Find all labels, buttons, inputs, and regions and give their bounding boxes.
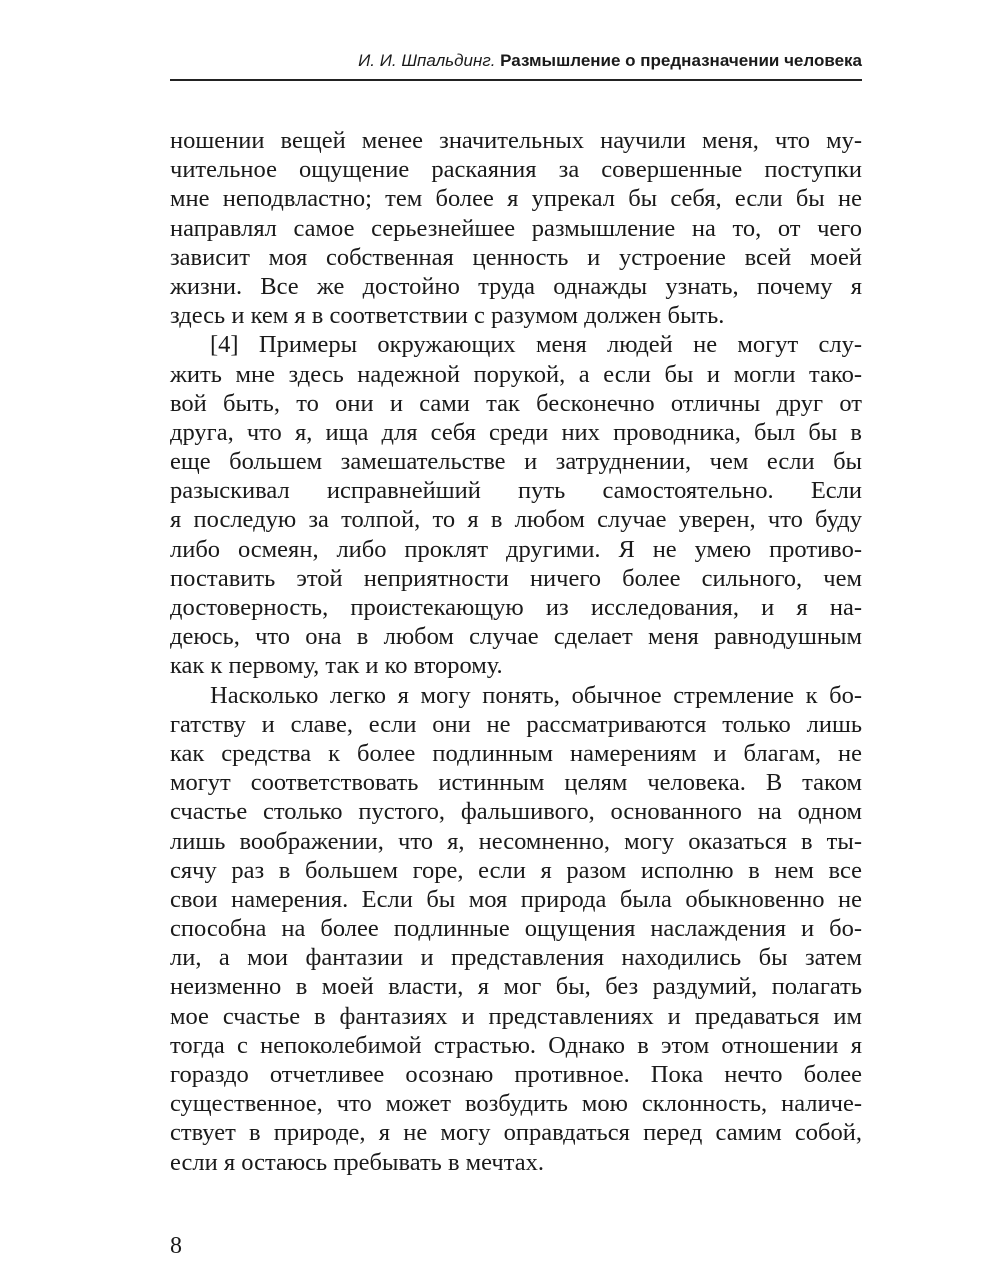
text-line: либо осмеян, либо проклят другими. Я не умею противо-: [170, 535, 862, 563]
text-line: лишь воображении, что я, несомненно, могу оказаться в ты-: [170, 827, 862, 855]
paragraph: [170, 681, 862, 1177]
text-line: здесь и кем я в соответствии с разумом должен быть.: [170, 302, 725, 330]
paragraph: [170, 126, 862, 330]
text-line: как средства к более подлинным намерениям и благам, не: [170, 739, 862, 767]
text-line: друга, что я, ища для себя среди них проводника, был бы в: [170, 418, 862, 446]
text-line: гораздо отчетливее осознаю противное. Пока нечто более: [170, 1061, 862, 1088]
running-header: [170, 50, 862, 72]
text-line: как к первому, так и ко второму.: [170, 652, 503, 680]
text-line: ли, а мои фантазии и представления находились бы затем: [170, 944, 862, 972]
text-line: неизменно в моей власти, я мог бы, без раздумий, полагать: [170, 973, 862, 1001]
text-line: мое счастье в фантазиях и представлениях и предаваться им: [170, 1002, 862, 1030]
text-line: я последую за толпой, то я в любом случае уверен, что буду: [170, 506, 862, 534]
text-line: жить мне здесь надежной порукой, а если бы и могли тако-: [170, 360, 862, 388]
page-number: 8: [170, 1233, 182, 1259]
text-line: существенное, что может возбудить мою склонность, наличе-: [170, 1090, 862, 1118]
text-line: счастье столько пустого, фальшивого, основанного на одном: [170, 798, 862, 826]
text-line: ствует в природе, я не могу оправдаться перед самим собой,: [170, 1119, 862, 1147]
body-text: [170, 126, 862, 1177]
text-line: чительное ощущение раскаяния за совершенные поступки: [170, 156, 862, 184]
text-line: гатству и славе, если они не рассматриваются только лишь: [170, 710, 862, 738]
text-line: достоверность, проистекающую из исследования, и я на-: [170, 594, 862, 621]
text-line: еще большем замешательстве и затруднении, чем если бы: [170, 448, 862, 476]
text-line: ношении вещей менее значительных научили меня, что му-: [170, 127, 862, 154]
text-line: разыскивал исправнейший путь самостоятельно. Если: [170, 477, 862, 505]
text-line: вой быть, то они и сами так бесконечно отличны друг от: [170, 389, 862, 417]
text-line: зависит моя собственная ценность и устроение всей моей: [170, 243, 862, 271]
text-line: если я остаюсь пребывать в мечтах.: [170, 1148, 544, 1176]
text-line: могут соответствовать истинным целям человека. В таком: [170, 769, 862, 797]
text-line: деюсь, что она в любом случае сделает меня равнодушным: [170, 623, 862, 651]
text-line: поставить этой неприятности ничего более сильного, чем: [170, 564, 862, 592]
header-title: Размышление о предназначении человека: [500, 51, 862, 70]
text-line: способна на более подлинные ощущения наслаждения и бо-: [170, 915, 862, 943]
text-line: тогда с непоколебимой страстью. Однако в этом отношении я: [170, 1031, 862, 1059]
header-rule: [170, 79, 862, 81]
paragraph: [170, 330, 862, 680]
text-line: жизни. Все же достойно труда однажды узнать, почему я: [170, 272, 862, 300]
text-line: направлял самое серьезнейшее размышление на то, от чего: [170, 214, 862, 242]
text-line: [4] Примеры окружающих меня людей не могут слу-: [210, 331, 862, 359]
text-line: сячу раз в большем горе, если я разом исполню в нем все: [170, 856, 862, 884]
text-line: свои намерения. Если бы моя природа была обыкновенно не: [170, 885, 862, 913]
text-line: Насколько легко я могу понять, обычное стремление к бо-: [210, 681, 862, 709]
text-line: мне неподвластно; тем более я упрекал бы себя, если бы не: [170, 185, 862, 213]
header-author: И. И. Шпальдинг.: [358, 51, 496, 70]
